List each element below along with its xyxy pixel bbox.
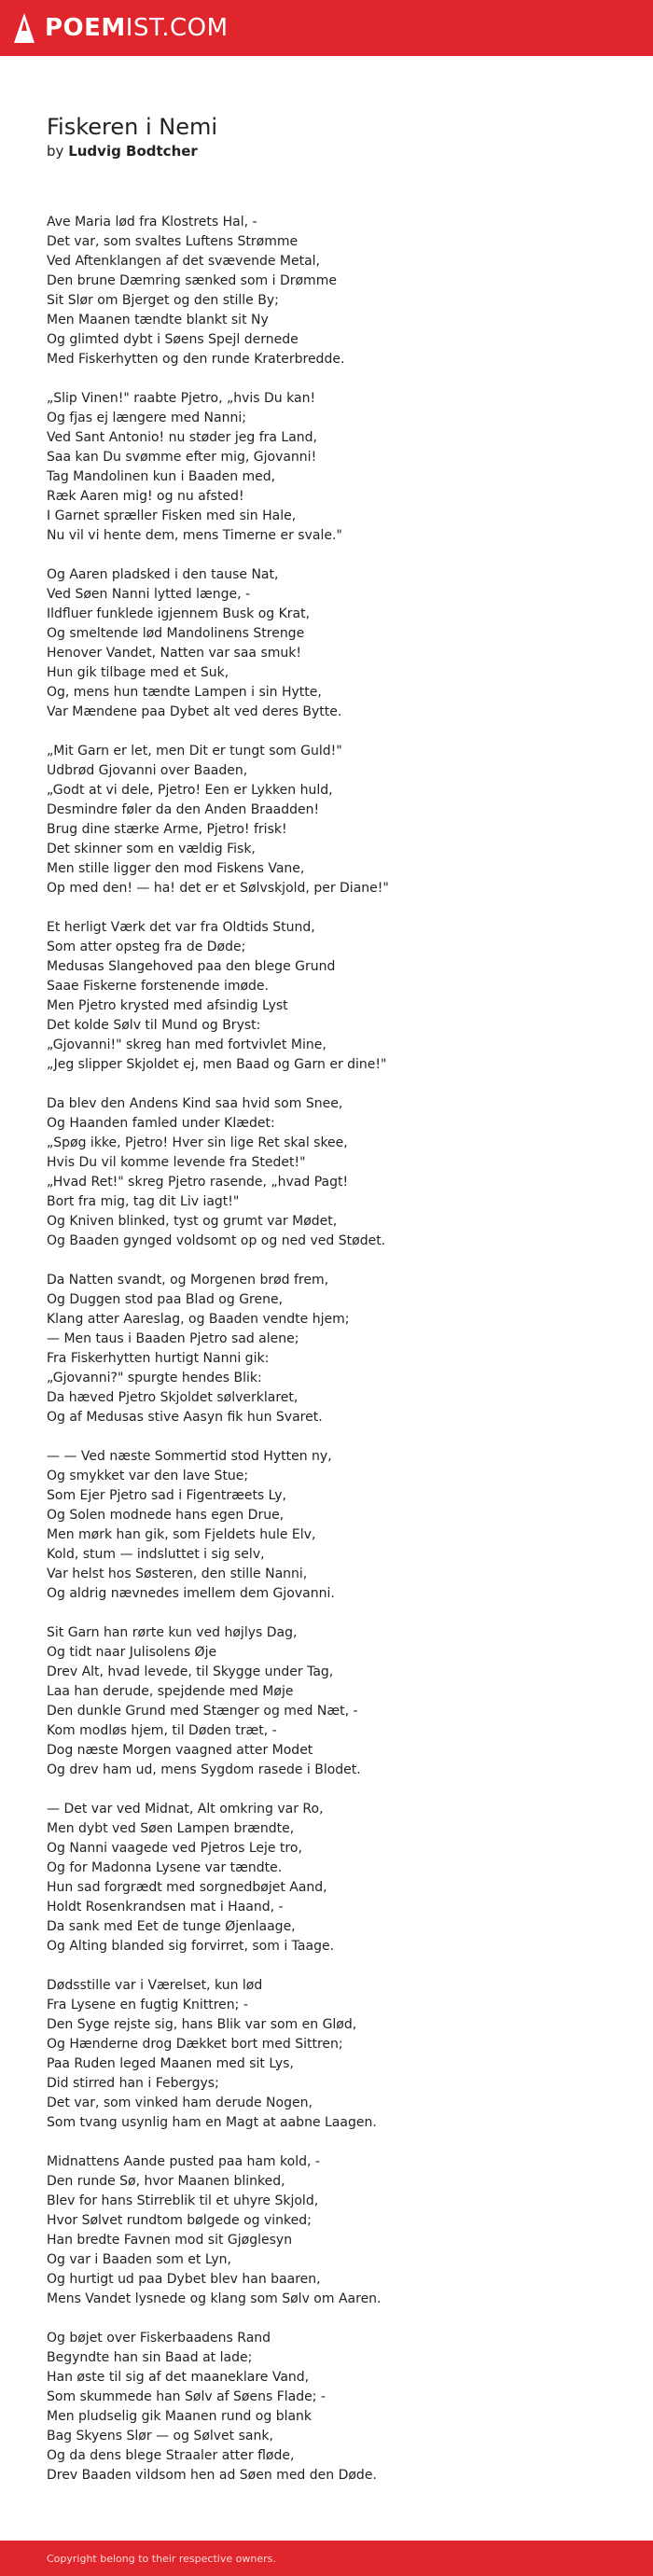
poem-line: Og smykket var den lave Stue; [47,1469,249,1483]
poem-line: Som tvang usynlig ham en Magt at aabne Laagen. [47,2115,377,2130]
poem-line: Den brune Dæmring sænked som i Drømme [47,273,337,288]
logo-light-part: IST.COM [125,14,229,42]
poem-line: Udbrød Gjovanni over Baaden, [47,763,248,778]
poem-stanza [47,742,606,898]
poem-line: Og af Medusas stive Aasyn fik hun Svaret. [47,1410,323,1425]
poem-line: Klang atter Aareslag, og Baaden vendte hjem; [47,1312,350,1327]
poem-line: Og Duggen stod paa Blad og Grene, [47,1292,284,1307]
poem-line: Desmindre føler da den Anden Braadden! [47,802,320,817]
poem-line: Men stille ligger den mod Fiskens Vane, [47,861,305,876]
site-footer [0,2541,653,2576]
poem-line: Op med den! — ha! det er et Sølvskjold, per Diane!" [47,881,389,896]
poem-line: Og tidt naar Julisolens Øje [47,1645,217,1660]
poem-line: Som skummede han Sølv af Søens Flade; - [47,2389,326,2404]
site-logo-text [45,14,229,42]
poem-line: Fra Fiskerhytten hurtigt Nanni gik: [47,1351,270,1366]
poem-line: Ved Sant Antonio! nu støder jeg fra Land, [47,430,318,445]
poem-line: Brug dine stærke Arme, Pjetro! frisk! [47,822,287,837]
poem-line: Ved Aftenklangen af det svævende Metal, [47,254,320,269]
poem-line: Midnattens Aande pusted paa ham kold, - [47,2154,320,2169]
poem-line: Men Maanen tændte blankt sit Ny [47,313,269,327]
poem-line: „Slip Vinen!" raabte Pjetro, „hvis Du kan! [47,391,316,406]
poem-line: Og bøjet over Fiskerbaadens Rand [47,2331,271,2346]
poem-line: — Men taus i Baaden Pjetro sad alene; [47,1331,299,1346]
poem-line: Var helst hos Søsteren, den stille Nanni, [47,1566,308,1581]
poem-line: „Mit Garn er let, men Dit er tungt som Guld!" [47,744,342,759]
logo-bold-part: POEM [45,14,126,42]
poem-line: Hvor Sølvet rundtom bølgede og vinked; [47,2213,312,2228]
poem-stanza [47,1094,606,1251]
poem-line: Nu vil vi hente dem, mens Timerne er svale." [47,528,342,543]
poem-stanza [47,918,606,1075]
poem-line: Hun sad forgrædt med sorgnedbøjet Aand, [47,1880,327,1895]
poem-line: Men pludselig gik Maanen rund og blank [47,2409,313,2424]
poem-line: Men mørk han gik, som Fjeldets hule Elv, [47,1527,316,1542]
poem-line: I Garnet spræller Fisken med sin Hale, [47,508,297,523]
poem-line: Og Baaden gynged voldsomt op og ned ved Stødet. [47,1233,386,1248]
poem-line: Og drev ham ud, mens Sygdom rasede i Blodet. [47,1762,361,1777]
poem-line: — — Ved næste Sommertid stod Hytten ny, [47,1449,332,1464]
poem-line: Hun gik tilbage med et Suk, [47,665,229,680]
poem-line: Sit Slør om Bjerget og den stille By; [47,293,279,308]
poem-line: Holdt Rosenkrandsen mat i Haand, - [47,1900,284,1915]
poem-line: Det var, som svaltes Luftens Strømme [47,234,299,249]
poem-author[interactable]: Ludvig Bodtcher [68,143,198,160]
poem-line: Med Fiskerhytten og den runde Kraterbredde. [47,352,345,367]
poem-line: Da blev den Andens Kind saa hvid som Snee, [47,1096,343,1111]
quill-logo-icon [13,12,35,44]
poem-content [0,56,653,2541]
poem-line: Sit Garn han rørte kun ved højlys Dag, [47,1625,298,1640]
poem-line: Bort fra mig, tag dit Liv iagt!" [47,1194,240,1209]
poem-line: Fra Lysene en fugtig Knittren; - [47,1998,248,2012]
poem-line: Ave Maria lød fra Klostrets Hal, - [47,215,257,230]
poem-line: Et herligt Værk det var fra Oldtids Stund, [47,920,315,935]
poem-line: Den dunkle Grund med Stænger og med Næt, - [47,1704,358,1719]
poem-line: Som Ejer Pjetro sad i Figentræets Ly, [47,1488,286,1503]
poem-line: Og Hænderne drog Dækket bort med Sittren; [47,2037,343,2052]
poem-line: Laa han derude, spejdende med Møje [47,1684,294,1699]
poem-line: Men Pjetro krysted med afsindig Lyst [47,998,288,1013]
poem-line: Det skinner som en vældig Fisk, [47,842,256,856]
poem-stanza [47,389,606,546]
poem-stanza [47,213,606,369]
poem-line: Og fjas ej længere med Nanni; [47,411,246,425]
poem-line: Ved Søen Nanni lytted længe, - [47,587,251,602]
poem-line: Bag Skyens Slør — og Sølvet sank, [47,2429,273,2444]
poem-line: Blev for hans Stirreblik til et uhyre Skjold, [47,2193,319,2208]
poem-line: Dog næste Morgen vaagned atter Modet [47,1743,313,1758]
poem-line: Og Kniven blinked, tyst og grumt var Mødet, [47,1214,338,1229]
byline-prefix: by [47,143,64,160]
poem-line: Kold, stum — indsluttet i sig selv, [47,1547,265,1562]
poem-line: Henover Vandet, Natten var saa smuk! [47,646,301,661]
poem-line: Og glimted dybt i Søens Spejl dernede [47,332,299,347]
poem-line: Det var, som vinked ham derude Nogen, [47,2096,313,2110]
poem-line: Og for Madonna Lysene var tændte. [47,1860,283,1875]
poem-line: Og Haanden famled under Klædet: [47,1116,275,1131]
poem-line: Dødsstille var i Værelset, kun lød [47,1978,263,1993]
poem-line: Begyndte han sin Baad at lade; [47,2350,253,2365]
poem-stanza [47,1623,606,1780]
poem-line: Da hæved Pjetro Skjoldet sølverklaret, [47,1390,299,1405]
poem-title: Fiskeren i Nemi [47,114,218,140]
poem-line: — Det var ved Midnat, Alt omkring var Ro, [47,1802,324,1817]
poem-stanza [47,2152,606,2309]
poem-line: Saae Fiskerne forstenende imøde. [47,979,269,994]
poem-line: Og Nanni vaagede ved Pjetros Leje tro, [47,1841,302,1856]
poem-line: Og hurtigt ud paa Dybet blev han baaren, [47,2272,321,2287]
poem-line: Var Mændene paa Dybet alt ved deres Bytte. [47,704,342,719]
copyright-text: Copyright belong to their respective owners. [47,2552,276,2565]
poem-line: Han bredte Favnen mod sit Gjøglesyn [47,2233,293,2248]
poem-line: Og Alting blanded sig forvirret, som i Taage. [47,1939,335,1954]
site-logo-link[interactable] [13,12,229,44]
poem-stanza [47,1447,606,1604]
poem-line: „Godt at vi dele, Pjetro! Een er Lykken huld, [47,783,333,798]
site-header [0,0,653,56]
poem-line: Det kolde Sølv til Mund og Bryst: [47,1018,261,1033]
poem-line: Og var i Baaden som et Lyn, [47,2252,231,2267]
poem-line: Medusas Slangehoved paa den blege Grund [47,959,336,974]
poem-byline [47,142,606,160]
poem-stanza [47,2329,606,2485]
poem-line: Tag Mandolinen kun i Baaden med, [47,469,276,484]
poem-body [47,213,606,2485]
poem-line: Kom modløs hjem, til Døden træt, - [47,1723,277,1738]
poem-line: Og smeltende lød Mandolinens Strenge [47,626,305,641]
poem-line: „Gjovanni?" spurgte hendes Blik: [47,1371,262,1385]
poem-line: Som atter opsteg fra de Døde; [47,940,246,954]
poem-line: Og Aaren pladsked i den tause Nat, [47,567,279,582]
poem-line: Ildfluer funklede igjennem Busk og Krat, [47,606,311,621]
poem-line: Drev Baaden vildsom hen ad Søen med den Døde. [47,2468,377,2483]
poem-stanza [47,1976,606,2133]
poem-line: Den Syge rejste sig, hans Blik var som en Glød, [47,2017,357,2032]
poem-line: Drev Alt, hvad levede, til Skygge under Tag, [47,1664,334,1679]
poem-line: Da sank med Eet de tunge Øjenlaage, [47,1919,296,1934]
poem-line: Da Natten svandt, og Morgenen brød frem, [47,1273,329,1288]
poem-line: „Spøg ikke, Pjetro! Hver sin lige Ret skal skee, [47,1135,348,1150]
poem-line: Hvis Du vil komme levende fra Stedet!" [47,1155,306,1170]
poem-line: Og Solen modnede hans egen Drue, [47,1508,285,1523]
poem-line: Ræk Aaren mig! og nu afsted! [47,489,244,504]
poem-line: Han øste til sig af det maaneklare Vand, [47,2370,310,2385]
poem-line: „Jeg slipper Skjoldet ej, men Baad og Garn er dine!" [47,1057,387,1072]
poem-line: Og da dens blege Straaler atter fløde, [47,2448,295,2463]
poem-line: Den runde Sø, hvor Maanen blinked, [47,2174,285,2189]
poem-line: Paa Ruden leged Maanen med sit Lys, [47,2056,294,2071]
poem-line: Og aldrig nævnedes imellem dem Gjovanni. [47,1586,335,1601]
poem-line: Og, mens hun tændte Lampen i sin Hytte, [47,685,322,700]
poem-line: „Gjovanni!" skreg han med fortvivlet Mine, [47,1037,326,1052]
poem-stanza [47,1800,606,1956]
poem-line: Men dybt ved Søen Lampen brændte, [47,1821,295,1836]
poem-line: Mens Vandet lysnede og klang som Sølv om Aaren. [47,2291,382,2306]
poem-line: „Hvad Ret!" skreg Pjetro rasende, „hvad Pagt! [47,1175,349,1190]
poem-stanza [47,1271,606,1427]
poem-stanza [47,565,606,722]
poem-line: Saa kan Du svømme efter mig, Gjovanni! [47,450,317,465]
poem-line: Did stirred han i Febergys; [47,2076,219,2091]
